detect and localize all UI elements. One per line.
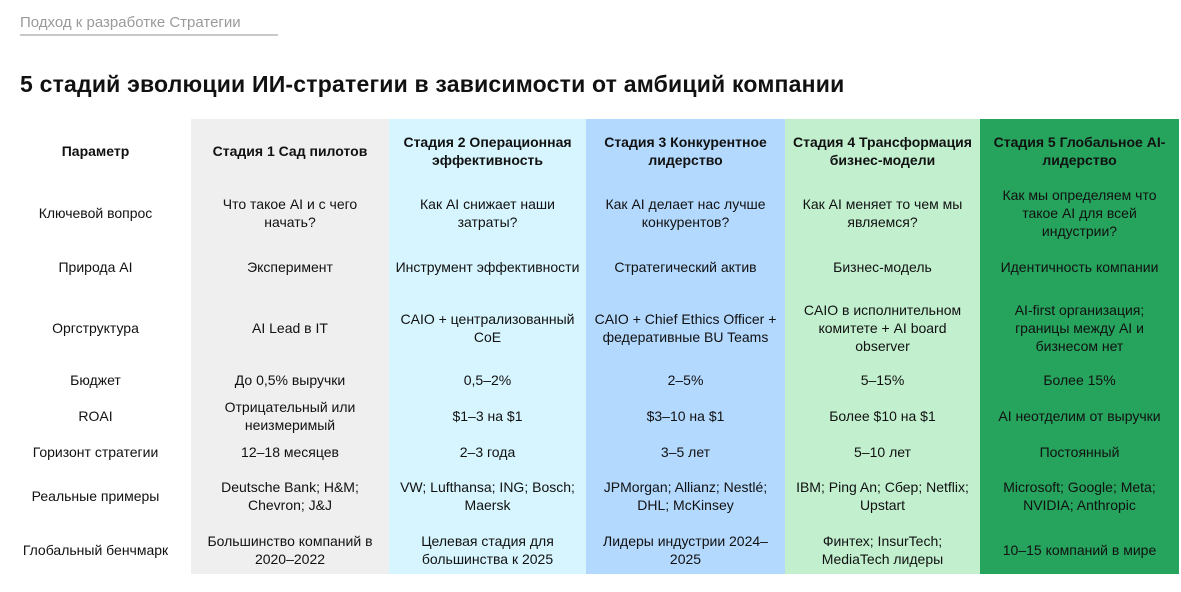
table-row <box>0 183 1179 243</box>
cell-s5-ai-nature: Идентичность компании <box>980 243 1179 291</box>
cell-s3-examples: JPMorgan; Allianz; Nestlé; DHL; McKinsey <box>586 467 785 525</box>
table-row <box>0 395 1179 437</box>
cell-s5-horizon: Постоянный <box>980 437 1179 467</box>
cell-s1-key-question: Что такое AI и с чего начать? <box>191 183 389 243</box>
table-row <box>0 243 1179 291</box>
cell-s1-org-structure: AI Lead в IT <box>191 291 389 365</box>
table-row <box>0 437 1179 467</box>
header-stage-5: Стадия 5 Глобальное AI-лидерство <box>980 119 1179 183</box>
row-label-horizon: Горизонт стратегии <box>0 437 191 467</box>
cell-s2-budget: 0,5–2% <box>389 365 586 395</box>
header-stage-1: Стадия 1 Сад пилотов <box>191 119 389 183</box>
header-stage-2: Стадия 2 Операционная эффективность <box>389 119 586 183</box>
cell-s3-org-structure: CAIO + Chief Ethics Officer + федеративные BU Teams <box>586 291 785 365</box>
row-label-key-question: Ключевой вопрос <box>0 183 191 243</box>
cell-s5-org-structure: AI-first организация; границы между AI и бизнесом нет <box>980 291 1179 365</box>
cell-s3-budget: 2–5% <box>586 365 785 395</box>
cell-s4-horizon: 5–10 лет <box>785 437 980 467</box>
header-parameter: Параметр <box>0 119 191 183</box>
stages-table <box>0 119 1179 574</box>
cell-s1-budget: До 0,5% выручки <box>191 365 389 395</box>
cell-s5-roai: AI неотделим от выручки <box>980 395 1179 437</box>
cell-s4-roai: Более $10 на $1 <box>785 395 980 437</box>
breadcrumb[interactable]: Подход к разработке Стратегии <box>20 14 241 31</box>
cell-s4-benchmark: Финтех; InsurTech; MediaTech лидеры <box>785 525 980 574</box>
cell-s1-horizon: 12–18 месяцев <box>191 437 389 467</box>
cell-s2-key-question: Как AI снижает наши затраты? <box>389 183 586 243</box>
table-row <box>0 525 1179 574</box>
table-header-row <box>0 119 1179 183</box>
cell-s2-ai-nature: Инструмент эффективности <box>389 243 586 291</box>
cell-s3-roai: $3–10 на $1 <box>586 395 785 437</box>
row-label-ai-nature: Природа AI <box>0 243 191 291</box>
cell-s5-budget: Более 15% <box>980 365 1179 395</box>
row-label-examples: Реальные примеры <box>0 467 191 525</box>
cell-s4-examples: IBM; Ping An; Сбер; Netflix; Upstart <box>785 467 980 525</box>
cell-s3-key-question: Как AI делает нас лучше конкурентов? <box>586 183 785 243</box>
cell-s2-examples: VW; Lufthansa; ING; Bosch; Maersk <box>389 467 586 525</box>
row-label-benchmark: Глобальный бенчмарк <box>0 525 191 574</box>
stages-table-container <box>0 119 1181 574</box>
cell-s1-benchmark: Большинство компаний в 2020–2022 <box>191 525 389 574</box>
cell-s3-ai-nature: Стратегический актив <box>586 243 785 291</box>
cell-s5-benchmark: 10–15 компаний в мире <box>980 525 1179 574</box>
page-title: 5 стадий эволюции ИИ-стратегии в зависимости от амбиций компании <box>20 71 845 97</box>
cell-s2-roai: $1–3 на $1 <box>389 395 586 437</box>
cell-s5-key-question: Как мы определяем что такое AI для всей индустрии? <box>980 183 1179 243</box>
table-row <box>0 467 1179 525</box>
cell-s4-budget: 5–15% <box>785 365 980 395</box>
header-stage-3: Стадия 3 Конкурентное лидерство <box>586 119 785 183</box>
cell-s2-benchmark: Целевая стадия для большинства к 2025 <box>389 525 586 574</box>
table-row <box>0 291 1179 365</box>
cell-s1-ai-nature: Эксперимент <box>191 243 389 291</box>
cell-s1-examples: Deutsche Bank; H&M; Chevron; J&J <box>191 467 389 525</box>
row-label-budget: Бюджет <box>0 365 191 395</box>
cell-s4-key-question: Как AI меняет то чем мы являемся? <box>785 183 980 243</box>
cell-s3-horizon: 3–5 лет <box>586 437 785 467</box>
cell-s3-benchmark: Лидеры индустрии 2024–2025 <box>586 525 785 574</box>
cell-s1-roai: Отрицательный или неизмеримый <box>191 395 389 437</box>
cell-s4-org-structure: CAIO в исполнительном комитете + AI board observer <box>785 291 980 365</box>
row-label-roai: ROAI <box>0 395 191 437</box>
cell-s2-horizon: 2–3 года <box>389 437 586 467</box>
header-stage-4: Стадия 4 Трансформация бизнес-модели <box>785 119 980 183</box>
breadcrumb-underline <box>20 34 278 36</box>
cell-s5-examples: Microsoft; Google; Meta; NVIDIA; Anthropic <box>980 467 1179 525</box>
table-row <box>0 365 1179 395</box>
cell-s4-ai-nature: Бизнес-модель <box>785 243 980 291</box>
cell-s2-org-structure: CAIO + централизованный CoE <box>389 291 586 365</box>
row-label-org-structure: Оргструктура <box>0 291 191 365</box>
